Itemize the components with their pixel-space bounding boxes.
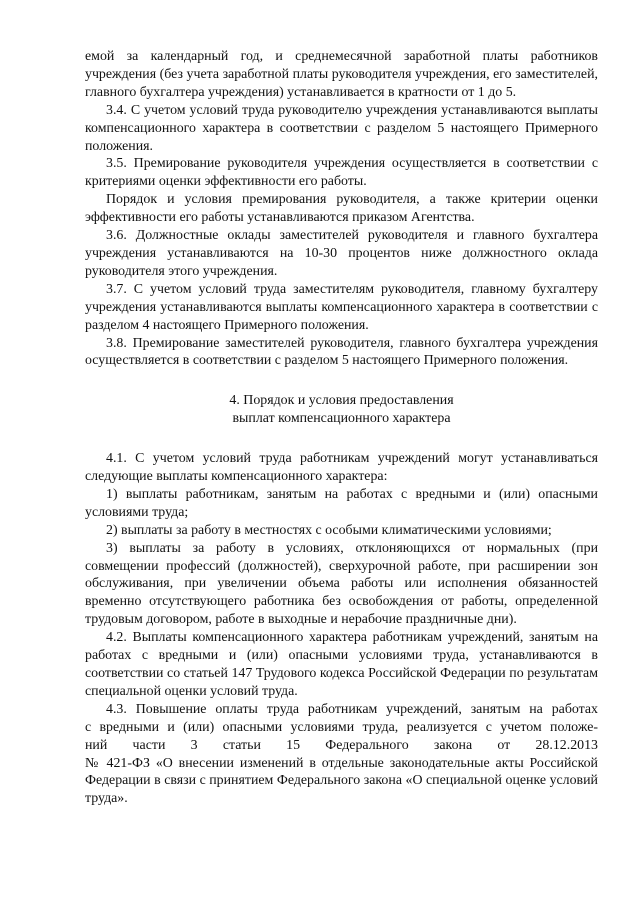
paragraph-4-3 xyxy=(85,701,598,808)
paragraph-3-6: 3.6. Должностные оклады заместителей руководителя и главного бухгалтера учреждения устанавливаются на 10-30 процентов ниже должностного оклада руководителя этого учреждения. xyxy=(85,228,598,279)
list-item-2: 2) выплаты за работу в местностях с особыми климатическими условиями; xyxy=(106,522,552,538)
paragraph-4-1: 4.1. С учетом условий труда работникам учреждений могут устанавливаться следующие выплаты компенсационного характера: xyxy=(85,451,598,485)
list-item-1: 1) выплаты работникам, занятым на работах с вредными и (или) опасными условиями труда; xyxy=(85,486,598,520)
paragraphs-before xyxy=(85,48,598,370)
paragraph-4-3-line-2: с вредными и (или) опасными условиями труда, реализуется с учетом положе- xyxy=(85,719,598,735)
section-heading-line-2: выплат компенсационного характера xyxy=(232,411,451,427)
paragraph-3-4: 3.4. С учетом условий труда руководителю учреждения устанавливаются выплаты компенсационного характера в соответствии с разделом 5 настоящего Примерного положения. xyxy=(85,102,598,154)
paragraph-4-3-line-3: ний части 3 статьи 15 Федерального закона от 28.12.2013 xyxy=(85,737,598,753)
paragraph-continuation: емой за календарный год, и среднемесячной заработной платы работников учреждения (без учета заработной платы руководителя учреждения, его заместителей, главного бухгалтера учреждения) устанавливается в кратности от 1 до 5. xyxy=(85,49,598,100)
paragraphs-after xyxy=(85,450,598,701)
paragraph-3-8: 3.8. Премирование заместителей руководителя, главного бухгалтера учреждения осуществляется в соответствии с разделом 5 настоящего Примерного положения. xyxy=(85,335,598,369)
paragraph-3-7: 3.7. С учетом условий труда заместителям руководителя, главному бухгалтеру учреждения устанавливаются выплаты компенсационного характера в соответствии с разделом 4 настоящего Примерного положения. xyxy=(85,281,598,333)
document-page xyxy=(85,48,598,808)
paragraph-4-2: 4.2. Выплаты компенсационного характера работникам учреждений, занятым на работах с вредными и (или) опасными условиями труда, устанавливаются в соответствии со статьей 147 Трудового кодекса Российской Федерации по результатам специальной оценки условий труда. xyxy=(85,630,598,699)
paragraph-3-5: 3.5. Премирование руководителя учреждения осуществляется в соответствии с критериями оценки эффективности его работы. xyxy=(85,156,598,190)
paragraph-4-3-line-1: 4.3. Повышение оплаты труда работникам учреждений, занятым на работах xyxy=(106,701,598,717)
section-heading-line-1: 4. Порядок и условия предоставления xyxy=(229,393,454,409)
section-heading xyxy=(85,392,598,428)
paragraph-4-3-rest: № 421-ФЗ «О внесении изменений в отдельные законодательные акты Российской Федерации в связи с принятием Федерального закона «О специальной оценке условий труда». xyxy=(85,755,598,807)
list-item-3: 3) выплаты за работу в условиях, отклоняющихся от нормальных (при совмещении профессий (должностей), сверхурочной работе, при расширении зон обслуживания, при увеличении объема работы или исполнения обязанностей временно отсутствующего работника без освобождения от работы, определенной трудовым договором, работе в выходные и нерабочие праздничные дни). xyxy=(85,540,598,628)
paragraph-3-5-order: Порядок и условия премирования руководителя, а также критерии оценки эффективности его работы устанавливаются приказом Агентства. xyxy=(85,192,598,226)
